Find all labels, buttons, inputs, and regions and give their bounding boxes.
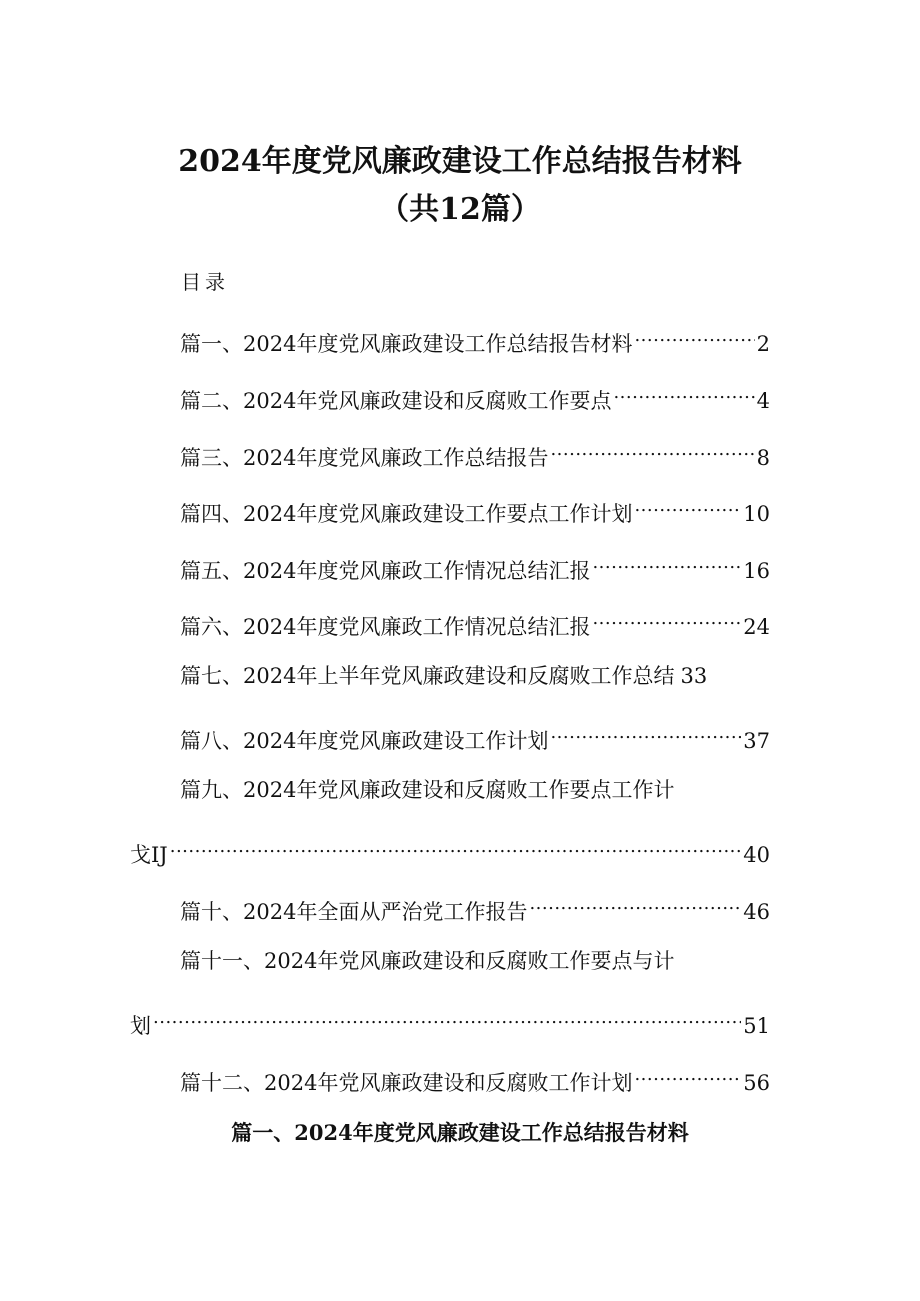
toc-entry-1[interactable]	[180, 321, 770, 356]
toc-leader	[592, 548, 741, 578]
toc-entry-2[interactable]	[180, 378, 770, 413]
toc-entry-text: 篇四、2024年度党风廉政建设工作要点工作计划	[180, 502, 633, 526]
toc-entry-text: 篇二、2024年党风廉政建设和反腐败工作要点	[180, 389, 612, 413]
toc-page-number: 40	[743, 843, 770, 867]
toc-entry-12[interactable]	[180, 1060, 770, 1095]
toc-leader	[634, 321, 754, 351]
toc-page-number: 24	[743, 615, 770, 639]
toc-page-number: 56	[743, 1071, 770, 1095]
toc-page-number: 4	[756, 389, 770, 413]
toc-entry-3[interactable]	[180, 435, 770, 470]
toc-page-number: 8	[756, 446, 770, 470]
toc-entry-text: 篇十二、2024年党风廉政建设和反腐败工作计划	[180, 1071, 633, 1095]
toc-leader	[153, 1003, 741, 1033]
toc-label: 目录	[181, 270, 229, 294]
toc-page-number: 37	[743, 729, 770, 753]
toc-entry-9-continuation[interactable]	[130, 832, 770, 867]
toc-entry-9[interactable]: 篇九、2024年党风廉政建设和反腐败工作要点工作计	[180, 778, 675, 802]
toc-entry-text: 篇一、2024年度党风廉政建设工作总结报告材料	[180, 332, 633, 356]
toc-page-number: 46	[743, 900, 770, 924]
section-heading: 篇一、2024年度党风廉政建设工作总结报告材料	[231, 1120, 689, 1145]
toc-leader	[170, 832, 742, 862]
toc-page-number: 33	[680, 664, 708, 688]
toc-leader	[592, 604, 741, 634]
toc-leader	[550, 435, 754, 465]
toc-entry-5[interactable]	[180, 548, 770, 583]
toc-entry-6[interactable]	[180, 604, 770, 639]
document-subtitle: （共12篇）	[379, 192, 541, 227]
toc-leader	[613, 378, 754, 408]
toc-entry-10[interactable]	[180, 889, 770, 924]
toc-page-number: 10	[743, 502, 770, 526]
toc-entry-11-continuation[interactable]	[130, 1003, 770, 1038]
toc-page-number: 16	[743, 559, 770, 583]
toc-leader	[634, 491, 741, 521]
toc-entry-text: 划	[130, 1014, 151, 1038]
toc-entry-8[interactable]	[180, 718, 770, 753]
toc-entry-7[interactable]	[180, 661, 770, 691]
toc-leader	[550, 718, 741, 748]
toc-page-number: 51	[743, 1014, 770, 1038]
toc-entry-4[interactable]	[180, 491, 770, 526]
toc-entry-text: 篇十、2024年全面从严治党工作报告	[180, 900, 528, 924]
toc-leader	[634, 1060, 741, 1090]
toc-entry-text: 篇五、2024年度党风廉政工作情况总结汇报	[180, 559, 591, 583]
toc-entry-text: 篇三、2024年度党风廉政工作总结报告	[180, 446, 549, 470]
toc-entry-text: 戈IJ	[130, 843, 168, 867]
document-title: 2024年度党风廉政建设工作总结报告材料	[178, 144, 742, 179]
toc-entry-11[interactable]: 篇十一、2024年党风廉政建设和反腐败工作要点与计	[180, 949, 675, 973]
toc-entry-text: 篇八、2024年度党风廉政建设工作计划	[180, 729, 549, 753]
toc-leader	[529, 889, 741, 919]
toc-page-number: 2	[756, 332, 770, 356]
toc-entry-text: 篇七、2024年上半年党风廉政建设和反腐败工作总结	[180, 664, 675, 688]
toc-entry-text: 篇六、2024年度党风廉政工作情况总结汇报	[180, 615, 591, 639]
